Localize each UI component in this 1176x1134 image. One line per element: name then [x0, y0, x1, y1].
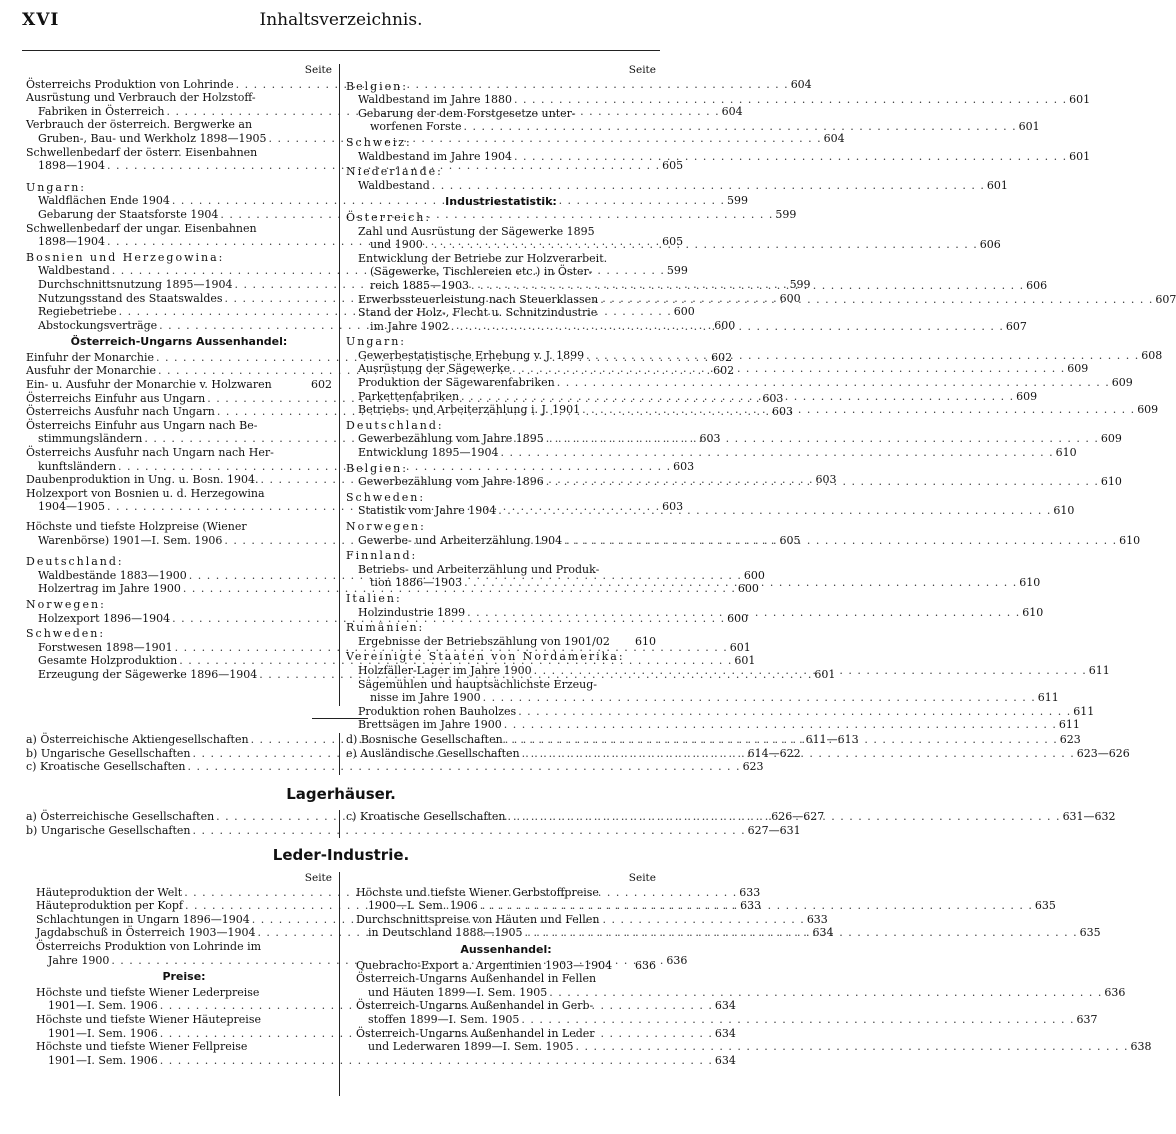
entry-page: 603: [815, 473, 837, 487]
entry-page: 601: [1069, 149, 1091, 163]
entry-text: Jahre 1900: [48, 953, 110, 967]
index-entry: [356, 959, 656, 973]
index-entry: [356, 1027, 656, 1041]
entry-text: Gesamte Holzproduktion: [38, 654, 178, 668]
entry-page: 626—627: [771, 810, 825, 823]
entry-page: 634: [714, 1026, 736, 1040]
entry-text: Ausrüstung und Verbrauch der Holzstoff-: [26, 91, 256, 105]
entry-page: 604: [823, 131, 845, 145]
entry-page: 633: [806, 912, 828, 926]
index-entry: [36, 986, 332, 1000]
leader-dots: [518, 705, 1071, 719]
entry-page: 609: [1111, 376, 1133, 390]
section-rule: [312, 718, 368, 719]
entry-text: Fabriken in Österreich: [38, 104, 165, 118]
entry-text: d) Bosnische Gesellschaften: [346, 733, 503, 746]
index-entry: [36, 940, 332, 954]
entry-text: Waldbestand: [358, 178, 430, 192]
page-title: Inhaltsverzeichnis.: [259, 10, 423, 30]
entry-text: Daubenproduktion in Ung. u. Bosn. 1904.: [26, 473, 259, 487]
entry-page: 611: [1073, 704, 1095, 718]
entry-page: 611: [1037, 691, 1059, 705]
index-entry: [346, 225, 656, 239]
entry-page: 610: [1019, 576, 1041, 590]
leader-dots: [522, 747, 1075, 761]
entry-page: 623—626: [1076, 746, 1130, 760]
section-heading: Aussenhandel:: [460, 942, 552, 956]
country-heading: Niederlande:: [346, 165, 443, 179]
index-entry: [346, 635, 656, 649]
entry-text: Österreichs Produktion von Lohrinde im: [36, 939, 262, 953]
leader-dots: [505, 733, 1058, 747]
page-number: XVI: [22, 10, 60, 30]
entry-page: 635: [1079, 926, 1101, 940]
entry-page: 600: [727, 611, 749, 625]
entry-text: 1900—I. Sem. 1906: [368, 899, 478, 913]
index-entry: [356, 999, 656, 1013]
companies-divider: [339, 733, 340, 775]
entry-text: Ausfuhr der Monarchie: [26, 364, 157, 378]
entry-page: 636: [635, 958, 656, 972]
index-entry: [346, 376, 1133, 390]
entry-text: b) Ungarische Gesellschaften: [26, 746, 191, 760]
entry-text: Österreich-Ungarns Außenhandel in Fellen: [356, 972, 597, 986]
entry-page: 604: [790, 77, 812, 91]
entry-text: 1898—1904: [38, 235, 105, 249]
leader-dots: [451, 320, 1004, 334]
entry-page: 610: [1022, 605, 1044, 619]
index-entry: [346, 446, 1077, 460]
leader-dots: [507, 810, 1060, 824]
section-heading: Industriestatistik:: [445, 195, 557, 209]
entry-page: 634: [714, 1053, 736, 1067]
seite-label-right: Seite: [628, 64, 656, 76]
entry-text: (Sägewerke, Tischlereien etc.) in Öster-: [370, 265, 593, 279]
index-entry: [346, 678, 656, 692]
entry-page: 637: [1076, 1012, 1098, 1026]
entry-text: Österreichs Einfuhr aus Ungarn: [26, 391, 206, 405]
entry-page: 601: [1018, 120, 1040, 134]
entry-page: 606: [979, 238, 1001, 252]
entry-text: Häuteproduktion per Kopf: [36, 899, 183, 913]
country-heading: Ungarn:: [26, 180, 87, 194]
country-heading: Italien:: [346, 591, 402, 605]
entry-page: 605: [779, 533, 801, 547]
spacer: [26, 173, 332, 179]
country-heading: Deutschland:: [26, 555, 124, 569]
country-heading: Rumänien:: [346, 621, 425, 635]
entry-page: 603: [699, 432, 721, 446]
entry-text: 1901—I. Sem. 1906: [48, 1053, 158, 1067]
index-entry: [356, 1040, 1152, 1054]
country-heading: Vereinigte Staaten von Nordamerika:: [346, 650, 625, 664]
index-entry: [356, 886, 656, 900]
entry-text: Waldbestände 1883—1900: [38, 568, 187, 582]
entry-text: Betriebs- und Arbeiterzählung und Produk-: [358, 562, 600, 576]
entry-text: Ein- u. Ausfuhr der Monarchie v. Holzwaren: [26, 378, 272, 392]
entry-text: im Jahre 1902: [370, 319, 449, 333]
entry-text: Höchste und tiefste Wiener Häutepreise: [36, 1012, 261, 1026]
entry-text: Regiebetriebe: [38, 305, 117, 319]
index-entry: [346, 704, 1095, 719]
index-entry: [36, 1040, 332, 1054]
country-heading: Belgien:: [346, 461, 408, 475]
entry-page: 636: [1104, 985, 1126, 999]
leader-dots: [582, 403, 1135, 417]
leader-dots: [514, 93, 1067, 107]
entry-text: Höchste und tiefste Wiener Gerbstoffpreise: [356, 885, 599, 899]
entry-text: e) Ausländische Gesellschaften: [346, 746, 520, 760]
entry-text: Österreich-Ungarns Außenhandel in Gerb-: [356, 999, 594, 1013]
country-heading: Schweden:: [26, 627, 106, 641]
index-entry: [26, 146, 332, 160]
entry-text: Waldbestand im Jahre 1880: [358, 93, 513, 107]
leader-dots: [467, 606, 1020, 620]
seite-label-leder-left: Seite: [304, 872, 332, 884]
index-entry: [346, 252, 656, 266]
entry-page: 600: [779, 291, 801, 305]
lagerhaeuser-title: Lagerhäuser.: [286, 785, 396, 803]
index-entry: [26, 520, 332, 534]
entry-page: 603: [771, 405, 793, 419]
entry-text: reich 1885—1903: [370, 278, 470, 292]
entry-text: Holzexport 1896—1904: [38, 611, 171, 625]
entry-text: Forstwesen 1898—1901: [38, 640, 173, 654]
entry-page: 634: [714, 999, 736, 1013]
entry-text: Höchste und tiefste Wiener Lederpreise: [36, 985, 260, 999]
entry-text: Holzexport von Bosnien u. d. Herzegowina: [26, 486, 265, 500]
entry-text: Betriebs- und Arbeiterzählung i. J. 1901: [358, 403, 581, 417]
entry-page: 610: [1119, 533, 1141, 547]
page-header: [22, 6, 660, 34]
entry-text: und Häuten 1899—I. Sem. 1905: [368, 985, 548, 999]
index-entry: [346, 120, 1040, 134]
entry-page: 600: [673, 305, 695, 319]
entry-page: 636: [666, 953, 688, 967]
entry-page: 605: [662, 159, 684, 173]
entry-text: c) Kroatische Gesellschaften: [346, 810, 506, 823]
entry-text: Produktion rohen Bauholzes: [358, 704, 517, 718]
entry-page: 631—632: [1062, 810, 1116, 823]
index-entry: [356, 972, 656, 986]
index-entry: [26, 222, 332, 236]
leader-dots: [432, 179, 985, 193]
entry-page: 607: [1005, 319, 1027, 333]
leader-dots: [425, 238, 978, 252]
leader-dots: [504, 718, 1057, 732]
leader-dots: [564, 534, 1117, 548]
leader-dots: [549, 986, 1102, 1000]
leader-dots: [546, 432, 1099, 446]
entry-page: 601: [986, 178, 1008, 192]
entry-text: Ergebnisse der Betriebszählung von 1901/02: [358, 634, 610, 648]
entry-page: 605: [662, 235, 684, 249]
leader-dots: [586, 349, 1139, 363]
entry-text: a) Österreichische Aktiengesellschaften: [26, 733, 249, 746]
entry-page: 599: [666, 264, 688, 278]
index-entry: [36, 1053, 736, 1068]
entry-text: Gewerbezählung vom Jahre 1895: [358, 432, 544, 446]
entry-text: Jagdabschuß in Österreich 1903—1904: [36, 926, 256, 940]
country-heading: Deutschland:: [346, 418, 444, 432]
entry-text: stimmungsländern: [38, 432, 143, 446]
entry-page: 602: [713, 364, 735, 378]
spacer: [26, 547, 332, 553]
index-entry: [346, 178, 1008, 193]
entry-text: Gewerbe- und Arbeiterzählung 1904: [358, 533, 563, 547]
entry-text: Produktion der Sägewarenfabriken: [358, 376, 555, 390]
index-entry: [346, 718, 1080, 732]
entry-text: nisse im Jahre 1900: [370, 691, 481, 705]
index-entry: [26, 487, 332, 501]
index-entry: [346, 149, 1091, 164]
entry-text: und Lederwaren 1899—I. Sem. 1905: [368, 1040, 574, 1054]
entry-text: Holzertrag im Jahre 1900: [38, 582, 181, 596]
leader-dots: [187, 760, 740, 774]
entry-text: Gebarung der Staatsforste 1904: [38, 207, 219, 221]
column-divider: [339, 64, 340, 706]
entry-text: Österreichs Produktion von Lohrinde: [26, 77, 234, 91]
entry-text: Zahl und Ausrüstung der Sägewerke 1895: [358, 224, 595, 238]
seite-label-leder-right: Seite: [628, 872, 656, 884]
entry-text: b) Ungarische Gesellschaften: [26, 823, 191, 837]
entry-page: 602: [711, 350, 733, 364]
index-entry: [346, 306, 656, 320]
entry-page: 611: [1088, 663, 1110, 677]
entry-text: Entwicklung 1895—1904: [358, 446, 499, 460]
entry-text: Österreichs Einfuhr aus Ungarn nach Be-: [26, 418, 258, 432]
entry-text: Höchste und tiefste Holzpreise (Wiener: [26, 520, 247, 533]
entry-text: 1901—I. Sem. 1906: [48, 999, 158, 1013]
entry-text: Österreichs Ausfuhr nach Ungarn: [26, 405, 215, 419]
entry-text: Holzfäller-Lager im Jahre 1900: [358, 663, 532, 677]
entry-page: 609: [1016, 389, 1038, 403]
entry-text: Gewerbestatistische Erhebung v. J. 1899: [358, 348, 585, 362]
entry-text: Sägemühlen und hauptsächlichste Erzeug-: [358, 677, 597, 691]
entry-page: 611—613: [805, 733, 859, 746]
entry-text: 1901—I. Sem. 1906: [48, 1026, 158, 1040]
entry-page: 623: [1059, 733, 1081, 746]
entry-page: 610: [635, 634, 656, 648]
entry-text: Brettsägen im Jahre 1900: [358, 718, 502, 732]
leader-dots: [514, 150, 1067, 164]
entry-page: 609: [1137, 403, 1159, 417]
entry-text: Erzeugung der Sägewerke 1896—1904: [38, 667, 258, 681]
leader-dots: [471, 279, 1024, 293]
entry-page: 601: [814, 667, 836, 681]
entry-text: Österreichs Ausfuhr nach Ungarn nach Her-: [26, 446, 274, 460]
leader-dots: [521, 1013, 1074, 1027]
entry-page: 611: [1058, 718, 1080, 732]
leader-dots: [464, 576, 1017, 590]
entry-page: 604: [721, 104, 743, 118]
entry-text: Schwellenbedarf der ungar. Eisenbahnen: [26, 221, 257, 235]
entry-text: Waldbestand im Jahre 1904: [358, 149, 513, 163]
leader-dots: [557, 376, 1110, 390]
entry-page: 603: [673, 459, 695, 473]
leader-dots: [464, 120, 1017, 134]
leader-dots: [192, 824, 745, 838]
index-entry: [346, 93, 1091, 107]
entry-text: Quebracho-Export a. Argentinien 1903—1904: [356, 958, 613, 972]
entry-text: c) Kroatische Gesellschaften: [26, 760, 186, 774]
leader-dots: [600, 293, 1153, 307]
country-heading: Bosnien und Herzegowina:: [26, 250, 225, 264]
entry-text: Abstockungsverträge: [38, 318, 158, 332]
country-heading: Ungarn:: [346, 335, 407, 349]
entry-text: Ausrüstung der Sägewerke: [358, 362, 511, 376]
index-entry: [26, 91, 332, 105]
entry-page: 633: [740, 899, 762, 913]
index-entry: [26, 118, 332, 132]
leader-dots: [480, 899, 1033, 913]
entry-text: Nutzungsstand des Staatswaldes: [38, 291, 223, 305]
entry-text: Stand der Holz-, Flecht u. Schnitzindustrie: [358, 306, 598, 320]
country-heading: Norwegen:: [26, 597, 106, 611]
index-entry: [346, 265, 656, 279]
entry-text: Parkettenfabriken: [358, 389, 460, 403]
entry-text: Erwerbssteuerleistung nach Steuerklassen: [358, 292, 599, 306]
entry-page: 607: [1155, 292, 1176, 306]
index-entry: [26, 446, 332, 460]
entry-page: 600: [737, 582, 759, 596]
leder-title: Leder-Industrie.: [272, 846, 410, 864]
entry-page: 602: [311, 378, 332, 392]
leader-dots: [498, 504, 1051, 518]
index-entry: [346, 691, 1059, 705]
header-rule: [22, 50, 660, 51]
country-heading: Schweiz:: [346, 135, 412, 149]
index-entry: [346, 563, 656, 577]
entry-page: 599: [726, 194, 748, 208]
entry-text: Holzindustrie 1899: [358, 605, 466, 619]
entry-text: Gebarung der dem Forstgesetze unter-: [358, 106, 576, 120]
entry-page: 601: [734, 654, 756, 668]
section-heading: Österreich-Ungarns Aussenhandel:: [70, 335, 288, 349]
leader-dots: [501, 446, 1054, 460]
leader-dots: [461, 390, 1014, 404]
leader-dots: [483, 691, 1036, 705]
entry-page: 600: [714, 318, 736, 332]
lagerhaeuser-divider: [339, 810, 340, 838]
entry-text: Verbrauch der österreich. Bergwerke an: [26, 118, 253, 132]
entry-text: 1898—1904: [38, 159, 105, 173]
section-heading: Preise:: [162, 970, 206, 984]
entry-text: worfenen Forste: [370, 120, 462, 134]
entry-text: 1904—1905: [38, 500, 105, 514]
leader-dots: [525, 926, 1078, 940]
entry-text: a) Österreichische Gesellschaften: [26, 810, 215, 823]
entry-page: 627—631: [747, 823, 801, 837]
index-entry: [346, 107, 656, 121]
entry-text: Gewerbezählung vom Jahre 1896: [358, 475, 544, 489]
entry-text: tion 1886—1903: [370, 576, 463, 590]
index-entry: [36, 1013, 332, 1027]
country-heading: Finnland:: [346, 549, 418, 563]
index-entry: [26, 760, 764, 774]
entry-page: 635: [1034, 899, 1056, 913]
entry-text: Waldbestand: [38, 264, 110, 278]
country-heading: Belgien:: [346, 79, 408, 93]
entry-page: 634: [812, 926, 834, 940]
entry-text: Österreich-Ungarns Außenhandel in Leder: [356, 1026, 595, 1040]
entry-page: 601: [1069, 93, 1091, 107]
entry-text: kunftsländern: [38, 459, 117, 473]
entry-text: Waldflächen Ende 1904: [38, 194, 170, 208]
entry-text: Statistik vom Jahre 1904: [358, 504, 497, 518]
entry-text: Schwellenbedarf der österr. Eisenbahnen: [26, 145, 258, 159]
index-entry: [26, 378, 332, 392]
index-entry: [26, 419, 332, 433]
index-entry: [356, 913, 656, 927]
entry-page: 623: [742, 760, 764, 774]
index-entry: [356, 985, 1126, 1000]
index-entry: [356, 1012, 1098, 1027]
entry-page: 610: [1053, 504, 1075, 518]
entry-text: in Deutschland 1888—1905: [368, 926, 523, 940]
leader-dots: [534, 664, 1087, 678]
entry-page: 603: [762, 391, 784, 405]
entry-page: 614—622: [747, 746, 801, 760]
entry-page: 606: [1026, 278, 1048, 292]
entry-page: 609: [1100, 432, 1122, 446]
entry-page: 633: [739, 885, 761, 899]
entry-page: 601: [729, 640, 751, 654]
entry-text: Entwicklung der Betriebe zur Holzverarbeit.: [358, 251, 608, 265]
country-heading: Schweden:: [346, 490, 426, 504]
entry-text: Häuteproduktion der Welt: [36, 885, 183, 899]
entry-text: Einfuhr der Monarchie: [26, 350, 154, 364]
entry-page: 608: [1141, 348, 1163, 362]
entry-text: Höchste und tiefste Wiener Fellpreise: [36, 1040, 248, 1054]
entry-text: Schlachtungen in Ungarn 1896—1904: [36, 912, 250, 926]
country-heading: Österreich:: [346, 210, 432, 224]
entry-page: 599: [775, 207, 797, 221]
entry-text: und 1900: [370, 238, 423, 252]
entry-text: stoffen 1899—I. Sem. 1905: [368, 1012, 520, 1026]
entry-page: 610: [1055, 446, 1077, 460]
entry-page: 599: [789, 277, 811, 291]
index-entry: [26, 823, 801, 838]
entry-page: 610: [1100, 475, 1122, 489]
seite-label-left: Seite: [304, 64, 332, 76]
entry-page: 600: [743, 568, 765, 582]
entry-text: Durchschnittspreise von Häuten und Fellen: [356, 912, 600, 926]
country-heading: Norwegen:: [346, 520, 426, 533]
leader-dots: [512, 362, 1065, 376]
leader-dots: [546, 475, 1099, 489]
entry-text: Gruben-, Bau- und Werkholz 1898—1905: [38, 131, 267, 145]
entry-page: 638: [1130, 1040, 1152, 1054]
leader-dots: [575, 1040, 1128, 1054]
entry-text: Durchschnittsnutzung 1895—1904: [38, 277, 233, 291]
entry-page: 609: [1067, 362, 1089, 376]
leader-dots: [160, 1054, 713, 1068]
leder-divider: [339, 872, 340, 1096]
entry-page: 603: [662, 500, 684, 514]
entry-text: Warenbörse) 1901—I. Sem. 1906: [38, 533, 223, 547]
